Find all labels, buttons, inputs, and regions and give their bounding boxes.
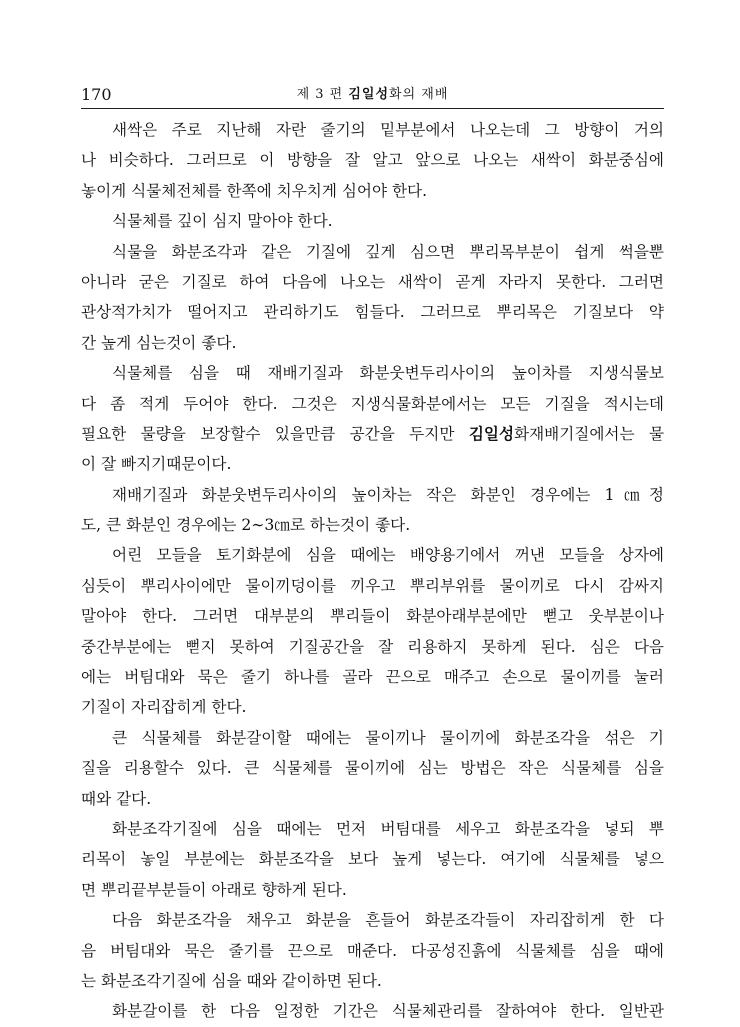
text-line [81,480,664,510]
text-line [81,844,664,874]
text-segment: 중간부분에는 뻗지 못하여 기질공간을 잘 리용하지 못하게 된다. 심은 다음 [81,637,664,656]
text-segment: 아니라 굳은 기질로 하여 다음에 나오는 새싹이 곧게 자라지 못한다. 그러면 [81,272,664,291]
text-segment: 음 버팀대와 묵은 줄기를 끈으로 매준다. 다공성진흙에 식물체를 심을 때에 [81,941,664,960]
text-segment: 나 비슷하다. 그러므로 이 방향을 잘 알고 앞으로 나오는 새싹이 화분중심에 [81,151,664,170]
bold-name: 김일성 [468,424,515,443]
text-segment: 다 좀 적게 두어야 한다. 그것은 지생식물화분에서는 모든 기질을 적시는데 [81,394,664,413]
text-segment: 필요한 물량을 보장할수 있을만큼 공간을 두지만 [81,424,469,443]
text-segment: 심듯이 뿌리사이에만 물이끼덩이를 끼우고 뿌리부위를 물이끼로 다시 감싸지 [81,576,664,595]
text-segment: 에는 버팀대와 묵은 줄기 하나를 골라 끈으로 매주고 손으로 물이끼를 눌러 [81,668,664,687]
text-segment: 이 잘 빠지기때문이다. [81,455,232,474]
text-line [81,905,664,935]
text-line [81,176,664,206]
text-segment: 어린 모들을 토기화분에 심을 때에는 배양용기에서 꺼낸 모들을 상자에 [112,546,664,565]
text-line [81,784,664,814]
text-line [81,753,664,783]
text-segment: 화분조각기질에 심을 때에는 먼저 버팀대를 세우고 화분조각을 넣되 뿌 [112,819,664,838]
text-segment: 도, 큰 화분인 경우에는 2∼3㎝로 하는것이 좋다. [81,516,411,535]
running-title-bold: 김일성 [348,87,390,102]
text-segment: 새싹은 주로 지난해 자란 줄기의 밑부분에서 나오는데 그 방향이 거의 [112,121,664,139]
text-line [81,419,664,449]
text-line [81,996,664,1026]
running-title-rest: 화의 재배 [389,87,449,102]
header-rule [81,108,664,109]
text-segment: 질을 리용할수 있다. 큰 식물체를 물이끼에 심는 방법은 작은 식물체를 심을 [81,759,664,778]
text-line [81,145,664,175]
text-segment: 리목이 놓일 부분에는 화분조각을 보다 높게 넣는다. 여기에 식물체를 넣으 [81,850,664,869]
text-segment: 식물체를 깊이 심지 말아야 한다. [112,212,333,231]
text-line [81,692,664,722]
text-segment: 면 뿌리끝부분들이 아래로 향하게 된다. [81,880,347,899]
running-title [81,85,664,105]
text-segment: 다음 화분조각을 채우고 화분을 흔들어 화분조각들이 자리잡히게 한 다 [112,911,664,930]
text-segment: 식물체를 심을 때 재배기질과 화분웃변두리사이의 높이차를 지생식물보 [112,364,664,383]
text-line [81,601,664,631]
text-segment: 식물을 화분조각과 같은 기질에 깊게 심으면 뿌리목부분이 쉽게 썩을뿐 [112,242,664,261]
text-segment: 관상적가치가 떨어지고 관리하기도 힘들다. 그러므로 뿌리목은 기질보다 약 [81,303,664,322]
text-line [81,237,664,267]
text-segment: 간 높게 심는것이 좋다. [81,333,237,352]
text-segment: 말아야 한다. 그러면 대부분의 뿌리들이 화분아래부분에만 뻗고 웃부분이나 [81,607,664,626]
text-line [81,875,664,905]
text-line [81,814,664,844]
text-segment: 놓이게 식물체전체를 한쪽에 치우치게 심어야 한다. [81,181,428,200]
text-line [81,328,664,358]
text-line [81,449,664,479]
text-segment: 화재배기질에서는 물 [514,424,664,443]
text-line [81,267,664,297]
text-line [81,723,664,753]
text-line [81,632,664,662]
text-line [81,206,664,236]
text-segment: 재배기질과 화분웃변두리사이의 높이차는 작은 화분인 경우에는 1㎝정 [112,485,664,504]
chapter-label: 제 3 편 [296,87,344,102]
text-line [81,936,664,966]
text-line [81,662,664,692]
text-line [81,966,664,996]
body-text [81,115,664,1027]
text-line [81,115,664,145]
text-segment: 는 화분조각기질에 심을 때와 같이하면 된다. [81,971,382,990]
page-header [81,84,664,108]
text-line [81,358,664,388]
text-line [81,540,664,570]
text-segment: 화분갈이를 한 다음 일정한 기간은 식물체관리를 잘하여야 한다. 일반관 [112,1002,664,1021]
text-line [81,297,664,327]
text-line [81,389,664,419]
text-segment: 때와 같다. [81,789,152,808]
text-segment: 큰 식물체를 화분갈이할 때에는 물이끼나 물이끼에 화분조각을 섞은 기 [112,728,664,747]
text-line [81,510,664,540]
text-line [81,571,664,601]
text-segment: 기질이 자리잡히게 한다. [81,698,247,717]
page-number: 170 [81,85,112,104]
